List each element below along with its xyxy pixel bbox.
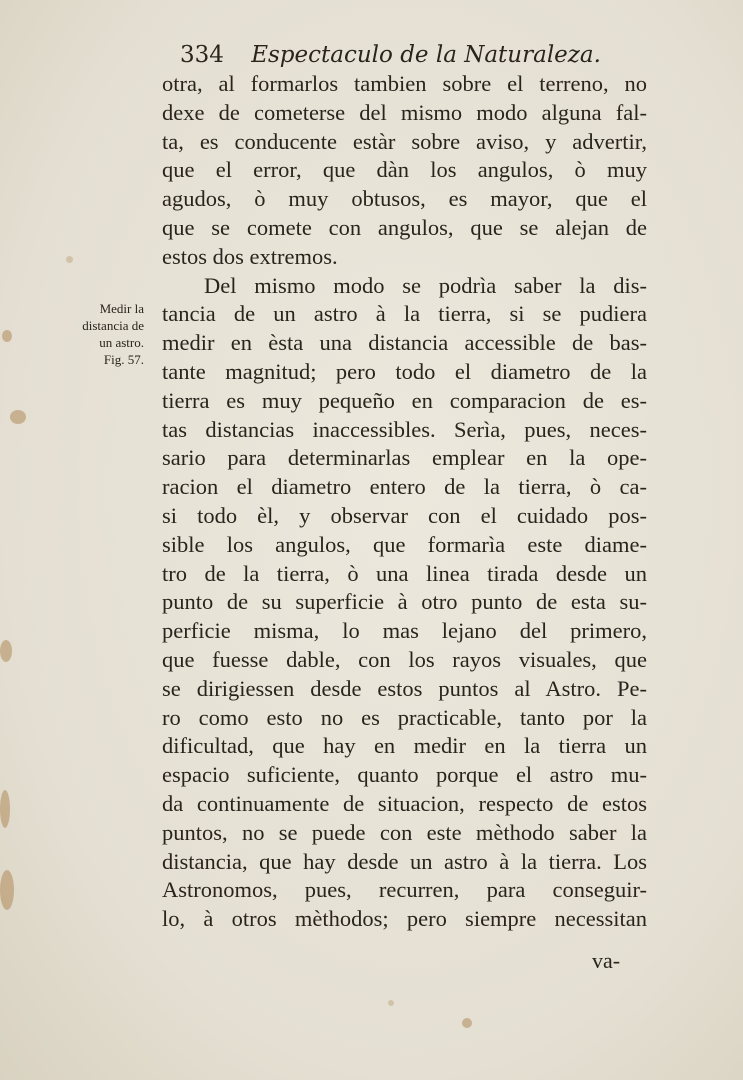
text-line: tierra es muy pequeño en comparacion de es- (162, 387, 647, 413)
foxing-stain (0, 790, 10, 828)
text-line: puntos, no se puede con este mèthodo saber la (162, 819, 647, 845)
paragraph-start-line: Del mismo modo se podrìa saber la dis- (204, 272, 647, 298)
catchword: va- (592, 948, 621, 973)
page-number: 334 (180, 42, 224, 68)
margin-note-line: un astro. (99, 335, 144, 350)
text-line: perficie misma, lo mas lejano del primero, (162, 618, 647, 644)
foxing-stain (0, 870, 14, 910)
text-line: ta, es conducente estàr sobre aviso, y advertir, (162, 128, 647, 154)
margin-note-line: distancia de (82, 318, 144, 333)
text-line: ro como esto no es practicable, tanto por la (162, 704, 647, 730)
running-header (180, 42, 601, 68)
text-line: que el error, que dàn los angulos, ò muy (162, 157, 647, 183)
body-text (162, 70, 647, 934)
foxing-stain (0, 640, 12, 662)
text-line: lo, à otros mèthodos; pero siempre necessitan (162, 906, 647, 932)
text-line: tas distancias inaccessibles. Serìa, pues, neces- (162, 416, 647, 442)
text-line: Astronomos, pues, recurren, para conseguir- (162, 877, 647, 903)
text-line: que se comete con angulos, que se alejan de (162, 214, 647, 240)
text-line: tro de la tierra, ò una linea tirada desde un (162, 560, 647, 586)
text-line: tante magnitud; pero todo el diametro de la (162, 358, 647, 384)
text-line: sible los angulos, que formarìa este diame- (162, 531, 647, 557)
foxing-stain (10, 410, 26, 424)
text-line: sario para determinarlas emplear en la ope- (162, 445, 647, 471)
margin-note-line: Fig. 57. (103, 352, 144, 367)
text-line: distancia, que hay desde un astro à la tierra. Los (162, 848, 647, 874)
text-line: medir en èsta una distancia accessible de bas- (162, 330, 647, 356)
text-line: da continuamente de situacion, respecto de estos (162, 790, 647, 816)
text-line: que fuesse dable, con los rayos visuales, que (162, 646, 647, 672)
foxing-stain (66, 256, 73, 263)
text-line: punto de su superficie à otro punto de esta su- (162, 589, 647, 615)
text-line: si todo èl, y observar con el cuidado pos- (162, 502, 647, 528)
running-title: Espectaculo de la Naturaleza. (251, 42, 601, 68)
text-line: tancia de un astro à la tierra, si se pudiera (162, 301, 647, 327)
foxing-stain (388, 1000, 394, 1006)
foxing-stain (2, 330, 12, 342)
text-line: agudos, ò muy obtusos, es mayor, que el (162, 186, 647, 212)
margin-note-line: Medir la (99, 301, 144, 316)
text-line: racion el diametro entero de la tierra, ò ca- (162, 474, 647, 500)
text-line: dexe de cometerse del mismo modo alguna fal- (162, 99, 647, 125)
text-line: otra, al formarlos tambien sobre el terreno, no (162, 71, 647, 96)
text-line: se dirigiessen desde estos puntos al Astro. Pe- (162, 675, 647, 701)
marginal-note (64, 300, 144, 368)
text-line: estos dos extremos. (162, 243, 338, 269)
text-line: espacio suficiente, quanto porque el astro mu- (162, 762, 647, 788)
foxing-stain (462, 1018, 472, 1028)
text-line: dificultad, que hay en medir en la tierra un (162, 733, 647, 759)
